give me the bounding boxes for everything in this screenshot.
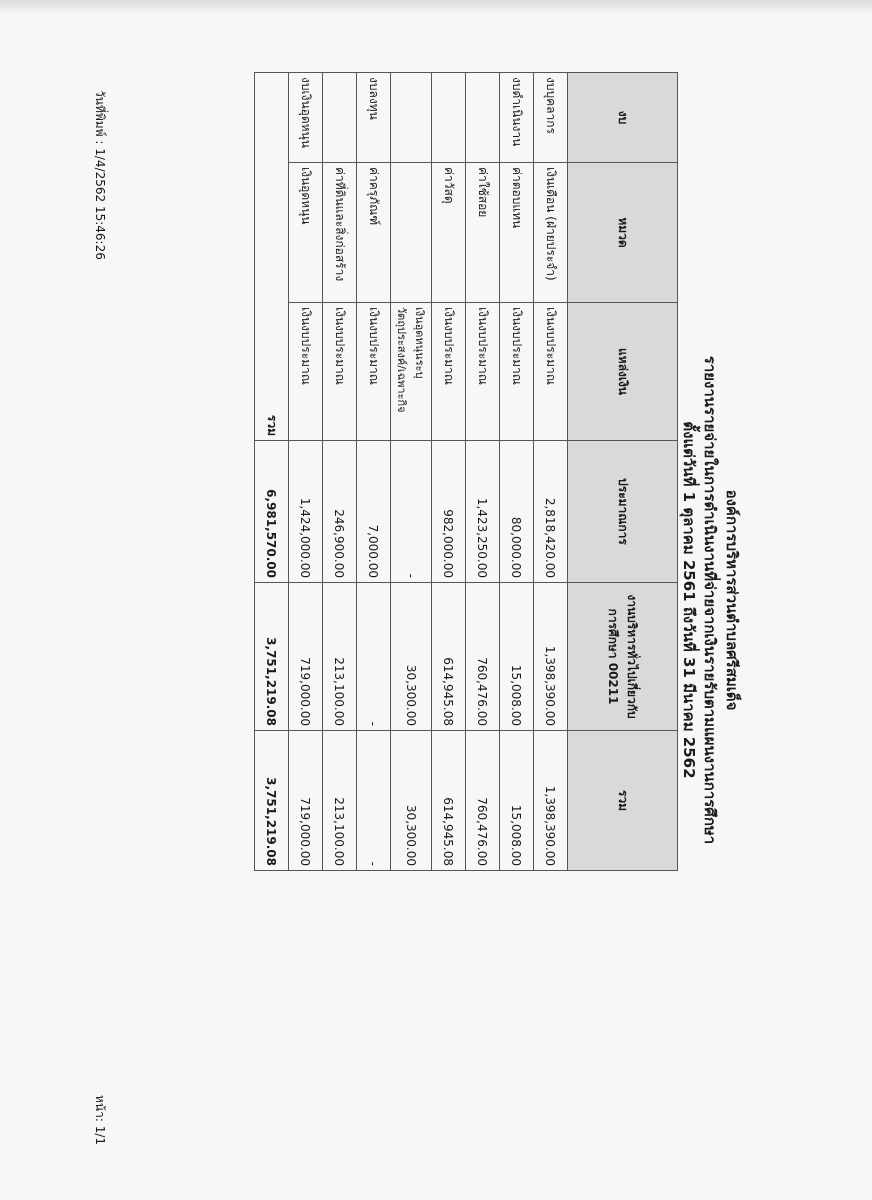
print-date: วันที่พิมพ์ : 1/4/2562 15:46:26 [93, 90, 107, 260]
cell-estimate: 246,900.00 [323, 441, 357, 583]
cell-source: เงินงบประมาณ [432, 303, 466, 441]
cell-total: 614,945.08 [432, 731, 466, 871]
table-header-row [568, 73, 678, 871]
cell-admin: 760,476.00 [466, 583, 500, 731]
expense-table [254, 72, 678, 871]
cell-source: เงินงบประมาณ [500, 303, 534, 441]
cell-admin: 15,008.00 [500, 583, 534, 731]
cell-estimate: 982,000.00 [432, 441, 466, 583]
cell-estimate: 1,423,250.00 [466, 441, 500, 583]
cell-total: 213,100.00 [323, 731, 357, 871]
cell-estimate: - [391, 441, 432, 583]
cell-group: งบดำเนินงาน [500, 73, 534, 163]
cell-total: 1,398,390.00 [534, 731, 568, 871]
table-total-row [255, 73, 289, 871]
total-label: รวม [255, 73, 289, 441]
cell-category: ค่าวัสดุ [432, 163, 466, 303]
col-header-admin: งานบริหารทั่วไปเกี่ยวกับการศึกษา 00211 [568, 583, 678, 731]
cell-category: ค่าที่ดินและสิ่งก่อสร้าง [323, 163, 357, 303]
cell-total: 719,000.00 [289, 731, 323, 871]
cell-total: 760,476.00 [466, 731, 500, 871]
report-title: รายงานรายจ่ายในการดำเนินงานที่จ่ายจากเงินรายรับตามแผนงานการศึกษา [701, 355, 719, 845]
cell-admin: 614,945.08 [432, 583, 466, 731]
cell-estimate: 2,818,420.00 [534, 441, 568, 583]
cell-total: 15,008.00 [500, 731, 534, 871]
cell-group [323, 73, 357, 163]
cell-category: ค่าตอบแทน [500, 163, 534, 303]
table-row [432, 73, 466, 871]
cell-group: งบบุคลากร [534, 73, 568, 163]
cell-estimate: 80,000.00 [500, 441, 534, 583]
cell-category: เงินอุดหนุน [289, 163, 323, 303]
cell-category: เงินเดือน (ฝ่ายประจำ) [534, 163, 568, 303]
cell-admin: 30,300.00 [391, 583, 432, 731]
cell-estimate: 7,000.00 [357, 441, 391, 583]
cell-total: 30,300.00 [391, 731, 432, 871]
col-header-category: หมวด [568, 163, 678, 303]
report-org-title: องค์การบริหารส่วนตำบลศรีสมเด็จ [723, 489, 741, 711]
cell-admin: 1,398,390.00 [534, 583, 568, 731]
col-header-source: แหล่งเงิน [568, 303, 678, 441]
cell-estimate: 1,424,000.00 [289, 441, 323, 583]
cell-admin: - [357, 583, 391, 731]
cell-group: งบเงินอุดหนุน [289, 73, 323, 163]
report-period: ตั้งแต่วันที่ 1 ตุลาคม 2561 ถึงวันที่ 31 มีนาคม 2562 [680, 421, 698, 779]
cell-category: ค่าใช้สอย [466, 163, 500, 303]
col-header-group: งบ [568, 73, 678, 163]
cell-admin: 719,000.00 [289, 583, 323, 731]
table-row [534, 73, 568, 871]
table-row [391, 73, 432, 871]
cell-admin: 213,100.00 [323, 583, 357, 731]
cell-source: เงินงบประมาณ [534, 303, 568, 441]
cell-source: เงินอุดหนุนระบุวัตถุประสงค์/เฉพาะกิจ [391, 303, 432, 441]
cell-category [391, 163, 432, 303]
cell-source: เงินงบประมาณ [357, 303, 391, 441]
cell-source: เงินงบประมาณ [466, 303, 500, 441]
cell-group: งบลงทุน [357, 73, 391, 163]
cell-category: ค่าครุภัณฑ์ [357, 163, 391, 303]
total-admin: 3,751,219.08 [255, 583, 289, 731]
table-row [466, 73, 500, 871]
cell-group [432, 73, 466, 163]
table-row [323, 73, 357, 871]
total-total: 3,751,219.08 [255, 731, 289, 871]
cell-group [391, 73, 432, 163]
page-number: หน้า: 1/1 [93, 1095, 107, 1146]
table-row [357, 73, 391, 871]
cell-source: เงินงบประมาณ [289, 303, 323, 441]
cell-source: เงินงบประมาณ [323, 303, 357, 441]
col-header-total: รวม [568, 731, 678, 871]
table-row [500, 73, 534, 871]
cell-group [466, 73, 500, 163]
total-estimate: 6,981,570.00 [255, 441, 289, 583]
table-row [289, 73, 323, 871]
cell-total: - [357, 731, 391, 871]
col-header-estimate: ประมาณการ [568, 441, 678, 583]
